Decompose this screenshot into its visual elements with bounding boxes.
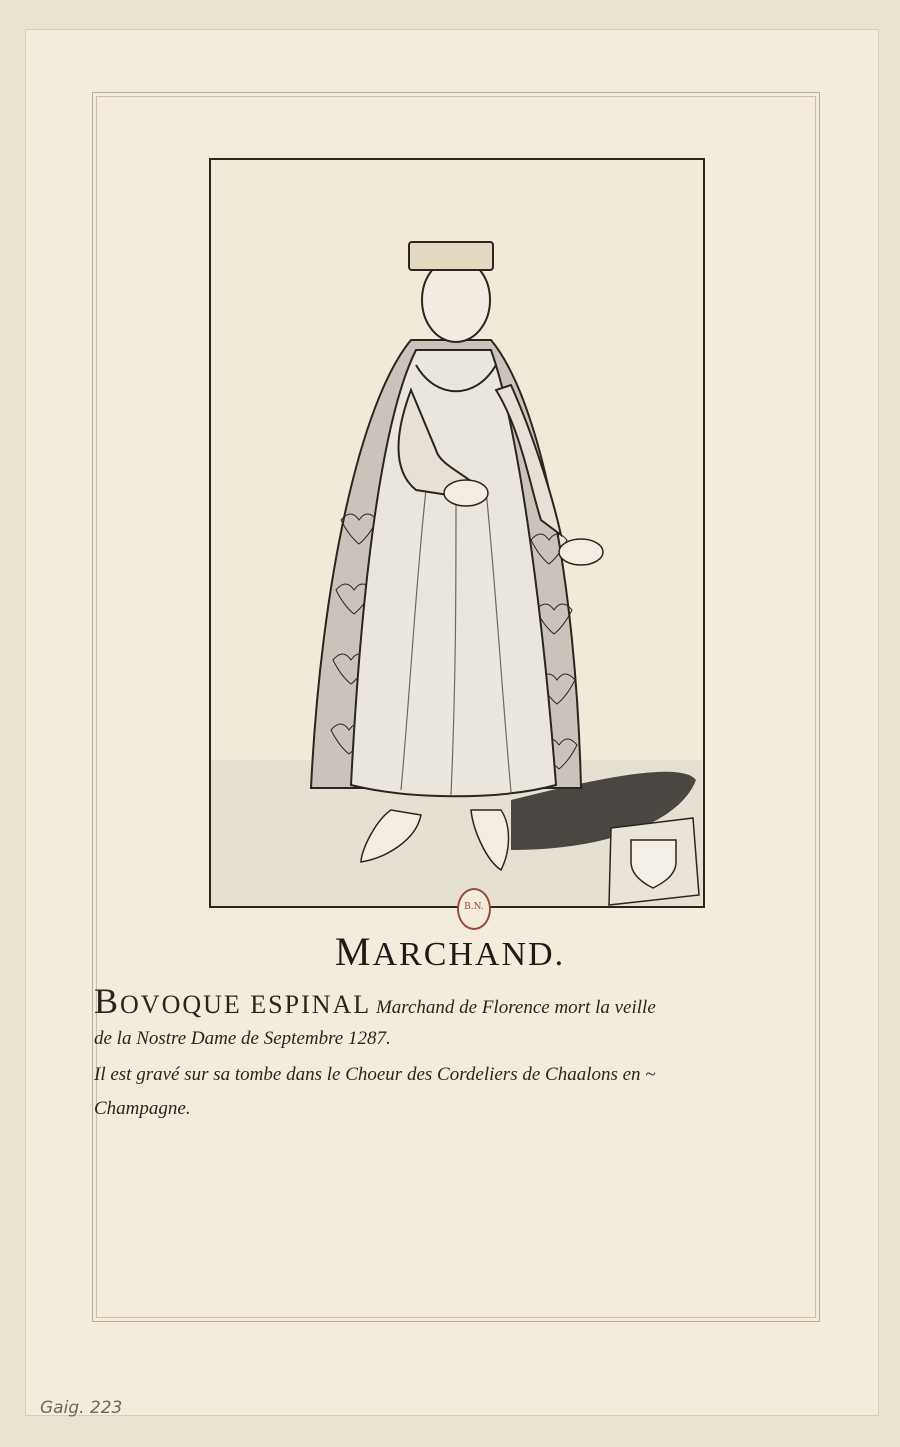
name-rest: OVOQUE ESPINAL bbox=[120, 990, 372, 1019]
right-hand bbox=[559, 539, 603, 565]
title-initial: M bbox=[334, 929, 373, 974]
figure-drawing bbox=[211, 160, 703, 906]
page-title bbox=[0, 928, 900, 975]
title-rest: ARCHAND. bbox=[372, 936, 566, 973]
caption-line-1-text: Marchand de Florence mort la veille bbox=[375, 997, 656, 1018]
library-stamp bbox=[457, 888, 491, 930]
stamp-text: B.N. bbox=[464, 902, 484, 912]
caption-line-2: de la Nostre Dame de Septembre 1287. bbox=[94, 1028, 391, 1049]
caption-line-4: Champagne. bbox=[94, 1098, 191, 1119]
hat bbox=[409, 242, 493, 270]
caption-line-3: Il est gravé sur sa tombe dans le Choeur des Cordeliers de Chaalons en ~ bbox=[94, 1064, 656, 1085]
name-initial: B bbox=[94, 981, 121, 1021]
catalog-mark: Gaig. 223 bbox=[40, 1398, 123, 1418]
subject-name bbox=[94, 981, 372, 1021]
caption-line-1 bbox=[94, 980, 656, 1022]
left-hand bbox=[444, 480, 488, 506]
illustration-frame bbox=[209, 158, 705, 908]
